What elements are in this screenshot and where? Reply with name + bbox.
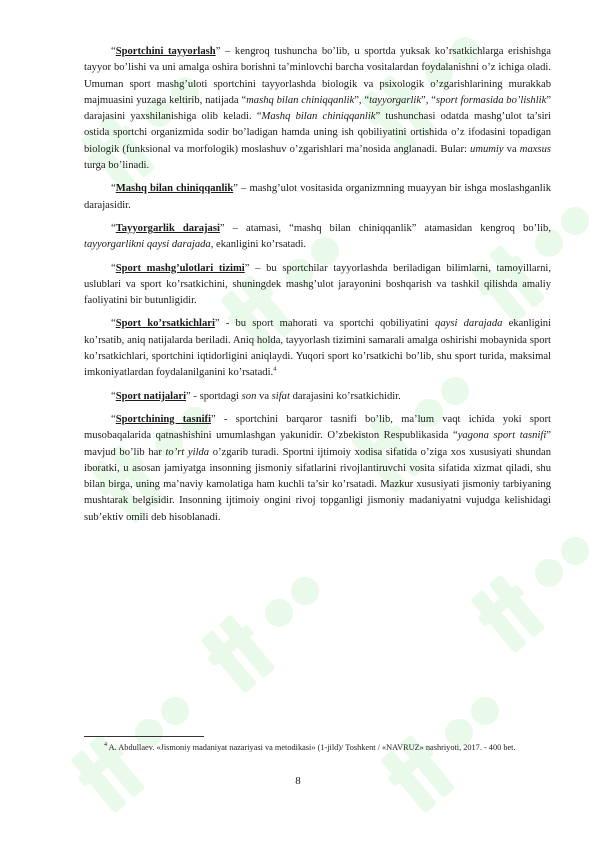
term-heading: Mashq bilan chiniqqanlik bbox=[115, 183, 234, 195]
footnote-ref: 4 bbox=[273, 365, 277, 373]
text-run: ” tushunchasi odatda mashg’ulot ta’siri ostida sportchi organizmida sodir bo’ladigan hamda uning ish qobiliyatini ortishida o’z ifodasini topadigan biologik (funksional va morfologik) moslashuv o’zgarishlari ma’nosida anglanadi. Bular: bbox=[84, 111, 551, 155]
text-run: ekanligini ko’rsatib, aniq natijalarda beriladi. Aniq holda, tayyorlash tizimini samarali amalga oshirishi mobaynida sport ko’rsatkichlari, sportchini iqtidorligini aniqlaydi. Yuqori sport ko’rsatkichi bo’lib, shu sport turida, maksimal imkoniyatlardan foydalanilganini ko’rsatadi. bbox=[84, 318, 552, 379]
footnote-text: A. Abdullaev. «Jismoniy madaniyat nazariyasi va metodikasi» (1-jild)/ Toshkent / «NAVRUZ» nashriyoti, 2017. - 400 bet. bbox=[108, 743, 516, 752]
italic-text: mashq bilan chiniqqanlik bbox=[246, 94, 355, 106]
paragraph bbox=[84, 412, 551, 526]
paragraph bbox=[84, 181, 551, 214]
text-run: darajasini ko’rsatkichidir. bbox=[289, 390, 401, 402]
paragraph bbox=[84, 316, 551, 381]
paragraph bbox=[84, 389, 551, 405]
text-run: “ bbox=[111, 413, 116, 425]
italic-text: sifat bbox=[271, 390, 290, 402]
body-text bbox=[84, 44, 551, 533]
term-heading: Sport natijalari bbox=[115, 390, 187, 402]
text-run: ” - sportchini barqaror tasnifi bo’lib, ma’lum vaqt ichida yoki sport musobaqalarida qatnashishini umumlashgan yakunidir. O’zbekiston Respublikasida “ bbox=[84, 413, 551, 442]
italic-text: yagona sport tasnifi bbox=[457, 430, 547, 442]
watermark-logo bbox=[195, 559, 341, 697]
text-run: , ekanligini ko’rsatadi. bbox=[210, 239, 307, 251]
text-run: ” – atamasi, “mashq bilan chiniqqanlik” atamasidan kengroq bo’lib, bbox=[219, 222, 551, 234]
text-run: va bbox=[256, 390, 272, 402]
text-run: ” – bu sportchilar tayyorlashda beriladigan bilimlarni, tamoyillarni, uslublari va sport ko’rsatkichini, shuningdek mashg’ulot jarayonini boshqarish va tashkil qilishda amaliy faoliyatini bir butunligidir. bbox=[84, 262, 551, 307]
text-run: ” – kengroq tushuncha bo’lib, u sportda yuksak ko’rsatkichlarga erishishga tayyor bo’lishi va uni amalga oshira borishni ta’minlovchi barcha vositalardan foydalanishni o’z ichiga oladi. Umuman sport mashg’uloti sportchini tayyorlashda biologik va psixologik o’zgarishlarining murakkab majmuasini yuzaga keltirib, natijada “ bbox=[84, 46, 551, 106]
italic-text: Mashq bilan chiniqqanlik bbox=[261, 111, 376, 123]
italic-text: son bbox=[241, 390, 257, 402]
italic-text: to’rt yilda bbox=[165, 446, 210, 458]
text-run: ” - bu sport mahorati va sportchi qobiliyatini bbox=[214, 318, 436, 330]
italic-text: tayyorgarlikni qaysi darajada bbox=[84, 239, 211, 251]
text-run: “ bbox=[111, 390, 116, 402]
italic-text: maxsus bbox=[519, 143, 551, 155]
text-run: ” mavjud bo’lib har bbox=[84, 430, 551, 458]
footnote bbox=[84, 740, 551, 755]
footnote-separator bbox=[84, 736, 204, 737]
text-run: ” – mashg’ulot vositasida organizmning muayyan bir ishga moslashganlik darajasidir. bbox=[84, 183, 551, 211]
term-heading: Sport ko’rsatkichlari bbox=[115, 318, 215, 330]
text-run: o’zgarib turadi. Sportni ijtimoiy xodisa sifatida o’ziga xos xususiyati shundan iboratki, u asosan jamiyatga insonning jismoniy sifatlarini rivojlantiruvchi vosita sifatida xizmat qiladi, shu bilan birga, uning ma’naviy kamolatiga ham kuchli ta’sir ko’rsatadi. Mazkur xususiyati jismoniy tarbiyaning mushtarak belgisidir. Insonning ijtimoiy ongini rivoj topganligi jismoniy madaniyatni vujudga kelishidagi sub’ektiv omili deb hisoblanadi. bbox=[84, 446, 551, 523]
term-heading: Sport mashg’ulotlari tizimi bbox=[115, 262, 245, 274]
paragraph bbox=[84, 221, 551, 254]
term-heading: Sportchini tayyorlash bbox=[115, 46, 216, 57]
text-run: ”, “ bbox=[421, 94, 436, 106]
text-run: va bbox=[503, 143, 520, 155]
text-run: “ bbox=[111, 262, 116, 274]
paragraph bbox=[84, 44, 551, 174]
text-run: “ bbox=[111, 222, 116, 234]
page-number: 8 bbox=[295, 775, 301, 787]
text-run: ”, “ bbox=[354, 94, 370, 106]
text-run: “ bbox=[111, 318, 116, 330]
italic-text: umumiy bbox=[470, 143, 504, 155]
text-run: ” - sportdagi bbox=[186, 390, 242, 402]
watermark-logo bbox=[465, 519, 596, 657]
text-run: “ bbox=[111, 183, 116, 195]
footnote-mark: 4 bbox=[104, 742, 107, 749]
italic-text: qaysi darajada bbox=[435, 318, 503, 330]
italic-text: tayyorgarlik bbox=[369, 94, 422, 106]
text-run: “ bbox=[111, 46, 116, 57]
italic-text: sport formasida bo’lishlik bbox=[435, 94, 547, 106]
term-heading: Tayyorgarlik darajasi bbox=[115, 222, 220, 234]
text-run: turga bo’linadi. bbox=[84, 160, 150, 172]
text-run: ” darajasini yaxshilanishiga olib keladi. “ bbox=[84, 94, 552, 123]
term-heading: Sportchining tasnifi bbox=[115, 413, 212, 425]
paragraph bbox=[84, 261, 551, 310]
